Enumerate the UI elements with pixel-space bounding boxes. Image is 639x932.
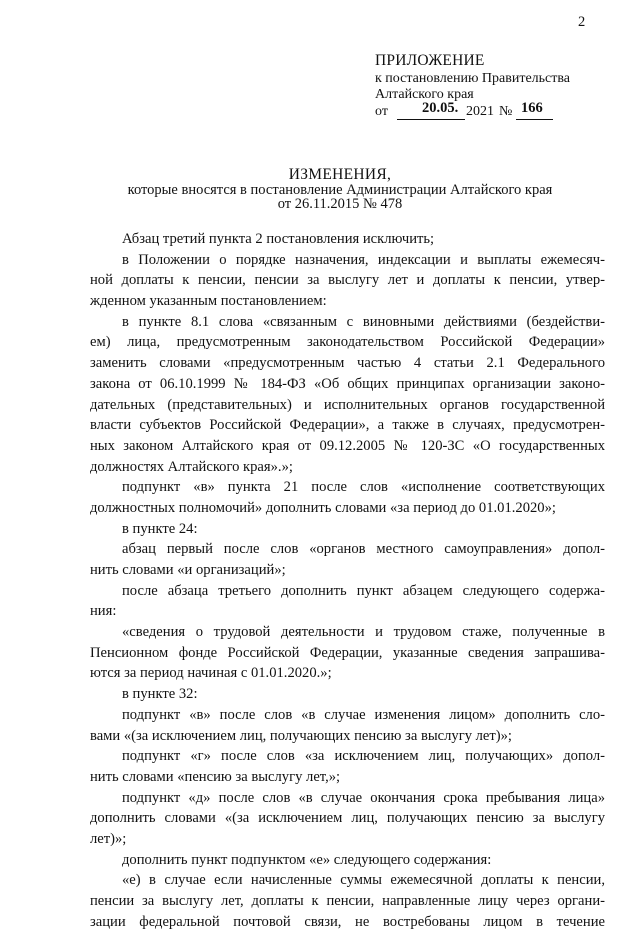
number-label: №	[499, 103, 513, 119]
body-line: «е) в случае если начисленные суммы ежемесячной доплаты к пенсии,	[122, 872, 605, 889]
body-line: подпункт «в» пункта 21 после слов «исполнение соответствующих	[122, 479, 605, 496]
body-line: ются за период начиная с 01.01.2020.»;	[90, 665, 332, 682]
body-line: дополнить словами «(за исключением лиц, получающих пенсию за выслугу	[90, 810, 605, 827]
appendix-block	[375, 53, 570, 124]
document-heading: ИЗМЕНЕНИЯ,	[288, 166, 392, 183]
handwritten-number: 166	[521, 99, 543, 116]
body-line: дополнить пункт подпунктом «е» следующего содержания:	[122, 851, 492, 868]
body-line: Абзац третий пункта 2 постановления исключить;	[122, 231, 435, 247]
appendix-title: ПРИЛОЖЕНИЕ	[375, 52, 485, 69]
body-line: должностях Алтайского края».»;	[90, 458, 293, 475]
body-line: ной доплаты к пенсии, пенсии за выслугу лет и доплаты к пенсии, утвер-	[90, 272, 605, 289]
body-line: Пенсионном фонде Российской Федерации, указанные сведения запрашива-	[90, 644, 605, 661]
from-label: от	[375, 103, 388, 119]
body-line: власти субъектов Российской Федерации», а также в случаях, предусмотрен-	[90, 417, 605, 434]
body-line: лет)»;	[90, 830, 127, 847]
body-line: подпункт «г» после слов «за исключением лиц, получающих» допол-	[122, 748, 605, 765]
appendix-date-number-row	[375, 99, 570, 124]
body-line: подпункт «д» после слов «в случае окончания срока пребывания лица»	[122, 789, 605, 806]
body-line: после абзаца третьего дополнить пункт абзацем следующего содержа-	[122, 582, 605, 599]
body-line: абзац первый после слов «органов местного самоуправления» допол-	[122, 541, 605, 558]
body-line: в пункте 32:	[122, 686, 198, 703]
body-line: пенсии за выслугу лет, доплаты к пенсии, направленные лицу через органи-	[90, 893, 605, 909]
body-line: жденном указанным постановлением:	[90, 293, 327, 310]
document-body	[90, 229, 605, 932]
document-subheading-line-2: от 26.11.2015 № 478	[277, 196, 403, 212]
body-line: закона от 06.10.1999 № 184-ФЗ «Об общих принципах организации законо-	[90, 375, 605, 392]
body-line: нить словами «пенсию за выслугу лет,»;	[90, 768, 341, 785]
body-line: должностных полномочий» дополнить словами «за период до 01.01.2020»;	[90, 499, 556, 516]
body-line: «сведения о трудовой деятельности и трудовом стаже, полученные в	[122, 624, 605, 641]
body-line: ния:	[90, 603, 117, 620]
body-line: подпункт «в» после слов «в случае изменения лицом» дополнить сло-	[122, 706, 605, 723]
number-underline	[516, 119, 553, 120]
body-line: в пункте 8.1 слова «связанным с виновными действиями (бездействи-	[122, 313, 605, 330]
date-underline	[397, 119, 465, 120]
body-line: дательных (представительных) и исполнительных органов государственной	[90, 396, 605, 413]
document-subheading-line-1: которые вносятся в постановление Администрации Алтайского края	[127, 182, 553, 198]
appendix-line-2: Алтайского края	[375, 87, 474, 102]
handwritten-date: 20.05.	[422, 99, 459, 116]
year-suffix: 2021	[466, 103, 494, 119]
page-number: 2	[578, 14, 586, 30]
body-line: в пункте 24:	[122, 520, 198, 537]
appendix-line-1: к постановлению Правительства	[375, 70, 571, 86]
body-line: зации федеральной почтовой связи, не востребованы лицом в течение	[90, 913, 605, 930]
body-line: в Положении о порядке назначения, индексации и выплаты ежемесяч-	[122, 251, 605, 268]
body-line: вами «(за исключением лиц, получающих пенсию за выслугу лет)»;	[90, 727, 512, 744]
body-line: заменить словами «предусмотренным частью 4 статьи 2.1 Федерального	[90, 355, 605, 372]
body-line: нить словами «и организаций»;	[90, 562, 286, 578]
body-line: ем) лица, предусмотренным законодательством Российской Федерации»	[90, 334, 605, 351]
body-line: ных законом Алтайского края от 09.12.2005 № 120-ЗС «О государственных	[90, 437, 605, 454]
